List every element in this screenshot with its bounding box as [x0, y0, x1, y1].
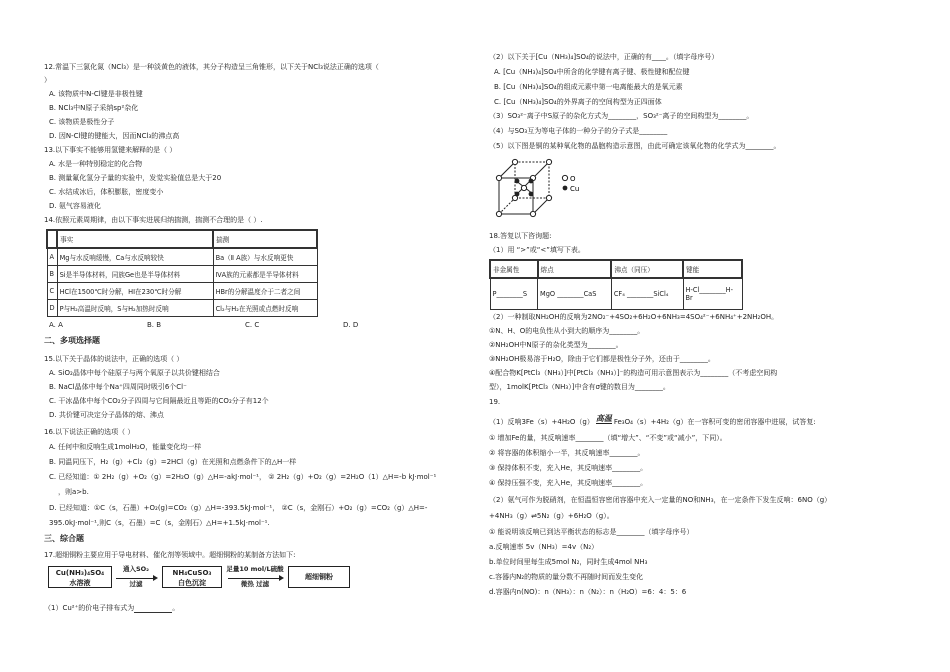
flow-arrow-1-top: 通入SO₂: [122, 565, 150, 573]
q16-option-c: C. 已经知道：① 2H₂（g）+O₂（g）=2H₂O（g）△H=-akJ·mol⁻¹， ② 2H₂（g）+O₂（g）=2H₂O（1）△H=-b kJ·mol⁻¹: [49, 473, 437, 481]
crystal-cell-diagram: [495, 156, 605, 218]
q18-sub1: （1）用 “>”或“<”填写下表。: [489, 246, 585, 254]
table-row: P________S MgO ________CaS CF₄ ________SiCl₄ H-Cl________H-Br: [490, 278, 742, 310]
flow-arrow-2-bottom: 微热 过滤: [240, 580, 270, 588]
q18-sub2-b: ②NH₂OH中N原子的杂化类型为________。: [489, 341, 623, 349]
q17-sub2-option-a: A. [Cu（NH₃)₄]SO₄中所含的化学键有离子键、极性键和配位键: [494, 68, 690, 76]
q19-sub1-a: ① 增加Fe的量，其反响速率________（填“增大”、“不变”或“减小”，下同）。: [489, 434, 727, 442]
q13-option-a: A. 水是一种特别稳定的化合物: [49, 160, 143, 168]
q19-option-a: a.反响速率 5v（NH₃）=4v（N₂）: [489, 543, 599, 551]
q19-option-d: d.容器内n(NO)：n（NH₃）：n（N₂）：n（H₂O）=6：4：5：6: [489, 588, 687, 596]
q18-header-bond: 键能: [683, 260, 742, 278]
table-row: D P与H₂高温时反响，S与H₂加热时反响 Cl₂与H₂在光照或点燃时反响: [47, 300, 317, 317]
q18-table: [489, 259, 743, 310]
flow-box-precipitate: NH₄CuSO₃ 白色沉淀: [162, 566, 222, 588]
q16-option-d-cont: 395.0kJ·mol⁻¹,则C（s，石墨）=C（s，金刚石）△H=+1.5kJ·mol⁻¹.: [49, 519, 270, 527]
q12-option-c: C. 该物质是极性分子: [49, 118, 115, 126]
q19-option-c: c.容器内N₂的物质的量分数不再随时间而发生变化: [489, 573, 644, 581]
q13-stem: 13.以下事实不能够用氢键来解释的是（ ）: [44, 146, 177, 154]
q14-table: [46, 229, 318, 317]
q17-sub2-option-c: C. [Cu（NH₃)₄]SO₄的外界离子的空间构型为正四面体: [494, 98, 662, 106]
q18-sub2-c: ③NH₂OH极易溶于H₂O，除由于它们都是极性分子外，还由于________。: [489, 355, 715, 363]
q18-sub2-e: 型），1molK[PtCl₃（NH₃）]中含有σ键的数目为________。: [489, 383, 670, 391]
q15-stem: 15.以下关于晶体的说法中，正确的选项（ ）: [44, 355, 184, 363]
q15-option-b: B. NaCl晶体中每个Na⁺四周同时吸引6个Cl⁻: [49, 383, 187, 391]
q14-stem: 14.依照元素周期律，由以下事实进展归纳揣测，揣测不合理的是（ ）.: [44, 216, 263, 224]
q12-stem-end: ）: [44, 76, 51, 84]
q15-option-a: A. SiO₂晶体中每个硅原子与两个氧原子以共价键相结合: [49, 369, 220, 377]
q16-stem: 16.以下说法正确的选项（ ）: [44, 428, 135, 436]
q17-sub2-option-b: B. [Cu（NH₃)₄]SO₄的组成元素中第一电离能最大的是氧元素: [494, 83, 683, 91]
q12-stem: 12.常温下三氯化氮（NCl₃）是一种淡黄色的液体，其分子构造呈三角锥形，以下关于NCl₃说法正确的选项（: [44, 63, 379, 71]
reaction-condition: 高温: [595, 414, 612, 423]
q18-sub2-a: ①N、H、O的电负性从小到大的顺序为________。: [489, 327, 645, 335]
q18-stem: 18.答复以下咨询题:: [489, 232, 552, 240]
q19-sub1-d: ④ 保持压强不变，充入He，其反响速率________。: [489, 479, 648, 487]
q14-answers: A. A B. B C. C D. D: [49, 321, 359, 329]
table-row: B Si是半导体材料，同族Ge也是半导体材料 ⅣA族的元素都是半导体材料: [47, 266, 317, 283]
q19-sub1: （1）反响3Fe（s）+4H₂O（g） 高温 Fe₃O₄（s）+4H₂（g）在一容积可变的密闭容器中进展，试答复:: [489, 414, 816, 426]
table-row: C HCl在1500℃时分解，HI在230℃时分解 HBr的分解温度介于二者之间: [47, 283, 317, 300]
flow-arrow-1: [116, 578, 156, 579]
q14-header-fact: 事实: [57, 230, 213, 248]
q19-sub1-c: ③ 保持体积不变，充入He，其反响速率________。: [489, 464, 648, 472]
q17-sub4: （4）与SO₃互为等电子体的一种分子的分子式是________: [489, 127, 668, 135]
q19-sub2-c: ① 能说明该反响已到达平衡状态的标志是________（填字母序号）: [489, 528, 694, 536]
q12-option-a: A. 该物质中N-Cl键是非极性键: [49, 90, 143, 98]
answer-blank[interactable]: [134, 605, 172, 613]
q14-header-guess: 揣测: [213, 230, 317, 248]
q18-header-melting: 熔点: [538, 260, 612, 278]
legend-oxygen-label: O: [570, 175, 576, 183]
section-3-heading: 三、综合题: [44, 534, 84, 543]
section-2-heading: 二、多项选择题: [44, 336, 100, 345]
q19-sub2-equation: +4NH₃（g）⇌5N₂（g）+6H₂O（g）。: [489, 512, 614, 520]
flow-arrow-2: [228, 578, 282, 579]
q14-header-label: [47, 230, 57, 248]
q12-option-b: B. NCl₃中N原子采纳sp²杂化: [49, 104, 139, 112]
q19-number: 19.: [489, 398, 501, 406]
q17-sub3: （3）SO₃²⁻离子中S原子的杂化方式为________，SO₃²⁻离子的空间构型为________。: [489, 112, 754, 120]
q13-option-d: D. 氨气容易液化: [49, 202, 101, 210]
q19-sub2: （2）氨气可作为脱硝剂，在恒温恒容密闭容器中充入一定量的NO和NH₃，在一定条件下发生反响：6NO（g）: [489, 496, 832, 504]
q15-option-d: D. 共价键可决定分子晶体的熔、沸点: [49, 411, 164, 419]
q18-header-boiling: 沸点（同压）: [611, 260, 683, 278]
flow-arrow-2-top: 足量10 mol/L硫酸: [226, 565, 284, 573]
q17-sub2: （2）以下关于[Cu（NH₃)₄]SO₄的说法中，正确的有____。（填字母序号）: [489, 53, 719, 61]
q17-sub1: （1）Cu²⁺的价电子排布式为 。: [44, 604, 180, 612]
flow-box-solution: Cu(NH₃)₄SO₄ 水溶液: [48, 566, 112, 588]
q18-sub2: （2）一种制取NH₂OH的反响为2NO₂⁻+4SO₂+6H₂O+6NH₃=4SO₄²⁻+6NH₄⁺+2NH₂OH。: [489, 313, 779, 321]
q15-option-c: C. 干冰晶体中每个CO₂分子四周与它间隔最近且等距的CO₂分子有12个: [49, 397, 269, 405]
q16-option-a: A. 任何中和反响生成1molH₂O，能量变化均一样: [49, 443, 202, 451]
flow-box-copper: 超细铜粉: [288, 566, 350, 588]
q18-sub2-d: ④配合物K[PtCl₃（NH₃）]中[PtCl₃（NH₃）]⁻的构造可用示意图表示为________（不考虑空间构: [489, 369, 778, 377]
q18-header-nonmetal: 非金属性: [490, 260, 538, 278]
q17-sub5: （5）以下图是铜的某种氧化物的晶胞构造示意图，由此可确定该氧化物的化学式为________。: [489, 142, 781, 150]
q17-flow-diagram: [48, 566, 368, 592]
q12-option-d: D. 因N-Cl键的键能大，因而NCl₃的沸点高: [49, 132, 180, 140]
q13-option-b: B. 测量氟化氢分子量的实验中，发觉实验值总是大于20: [49, 174, 222, 182]
q16-option-b: B. 同温同压下，H₂（g）+Cl₂（g）=2HCl（g）在光照和点燃条件下的△H一样: [49, 458, 297, 466]
q16-option-d: D. 已经知道：①C（s，石墨）+O₂(g)=CO₂（g）△H=-393.5kJ·mol⁻¹， ②C（s，金刚石）+O₂（g）=CO₂（g）△H=-: [49, 504, 428, 512]
q19-option-b: b.单位时间里每生成5mol N₂，同时生成4mol NH₃: [489, 558, 648, 566]
flow-arrow-1-bottom: 过滤: [129, 580, 143, 588]
table-row: A Mg与水反响缓慢，Ca与水反响较快 Ba（Ⅱ A族）与水反响更快: [47, 248, 317, 266]
q13-option-c: C. 水结成冰后，体积膨胀，密度变小: [49, 188, 164, 196]
legend-copper-label: Cu: [570, 185, 580, 193]
q16-option-c-cont: ，则a>b.: [58, 488, 89, 496]
q17-stem: 17.超细铜粉主要应用于导电材料、催化剂等领域中。超细铜粉的某制备方法如下:: [44, 551, 296, 559]
q19-sub1-b: ② 将容器的体积缩小一半，其反响速率________。: [489, 449, 645, 457]
